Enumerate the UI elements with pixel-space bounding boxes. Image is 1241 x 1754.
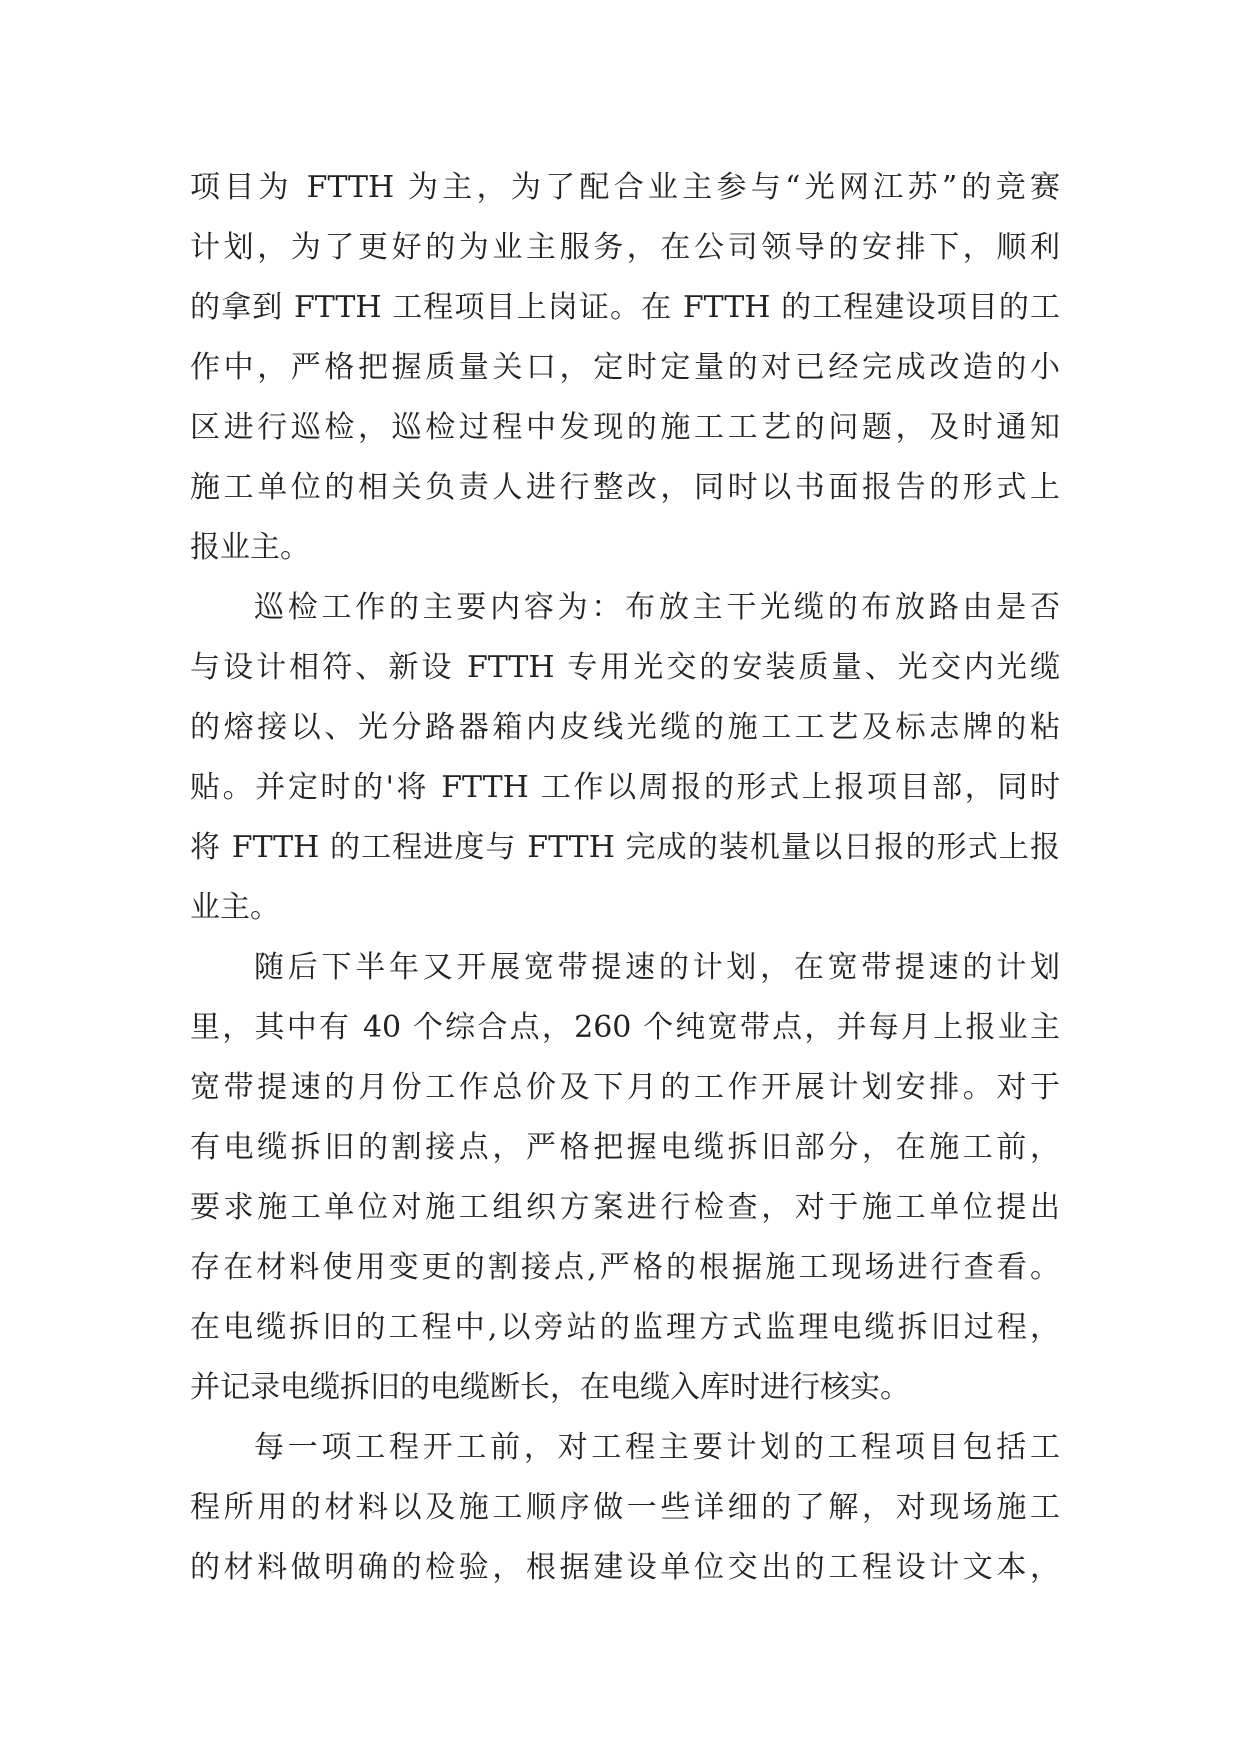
document-body: [190, 158, 1060, 1598]
text-line: 贴。并定时的'将 FTTH 工作以周报的形式上报项目部，同时: [190, 770, 1060, 805]
text-line: 有电缆拆旧的割接点，严格把握电缆拆旧部分，在施工前，: [190, 1130, 1060, 1165]
paragraph-3: [190, 938, 1060, 1418]
text-line: 每一项工程开工前，对工程主要计划的工程项目包括工: [254, 1430, 1060, 1465]
text-line: 并记录电缆拆旧的电缆断长，在电缆入库时进行核实。: [190, 1370, 910, 1405]
text-line: 在电缆拆旧的工程中,以旁站的监理方式监理电缆拆旧过程，: [190, 1310, 1060, 1345]
text-line: 里，其中有 40 个综合点，260 个纯宽带点，并每月上报业主: [190, 1010, 1060, 1045]
text-line: 的熔接以、光分路器箱内皮线光缆的施工工艺及标志牌的粘: [190, 710, 1060, 745]
text-line: 要求施工单位对施工组织方案进行检查，对于施工单位提出: [190, 1190, 1060, 1225]
text-line: 报业主。: [190, 530, 310, 565]
text-line: 区进行巡检，巡检过程中发现的施工工艺的问题，及时通知: [190, 410, 1060, 445]
text-line: 的拿到 FTTH 工程项目上岗证。在 FTTH 的工程建设项目的工: [190, 290, 1060, 325]
text-line: 将 FTTH 的工程进度与 FTTH 完成的装机量以日报的形式上报: [190, 830, 1060, 865]
text-line: 与设计相符、新设 FTTH 专用光交的安装质量、光交内光缆: [190, 650, 1060, 685]
paragraph-1: [190, 158, 1060, 578]
text-line: 巡检工作的主要内容为：布放主干光缆的布放路由是否: [254, 590, 1060, 625]
text-line: 随后下半年又开展宽带提速的计划，在宽带提速的计划: [254, 950, 1060, 985]
text-line: 程所用的材料以及施工顺序做一些详细的了解，对现场施工: [190, 1490, 1060, 1525]
text-line: 项目为 FTTH 为主，为了配合业主参与“光网江苏”的竞赛: [190, 170, 1060, 205]
text-line: 宽带提速的月份工作总价及下月的工作开展计划安排。对于: [190, 1070, 1060, 1105]
text-line: 业主。: [190, 890, 280, 925]
text-line: 作中，严格把握质量关口，定时定量的对已经完成改造的小: [190, 350, 1060, 385]
text-line: 的材料做明确的检验，根据建设单位交出的工程设计文本，: [190, 1550, 1060, 1585]
text-line: 施工单位的相关负责人进行整改，同时以书面报告的形式上: [190, 470, 1060, 505]
paragraph-4: [190, 1418, 1060, 1598]
paragraph-2: [190, 578, 1060, 938]
text-line: 计划，为了更好的为业主服务，在公司领导的安排下，顺利: [190, 230, 1060, 265]
text-line: 存在材料使用变更的割接点,严格的根据施工现场进行查看。: [190, 1250, 1060, 1285]
